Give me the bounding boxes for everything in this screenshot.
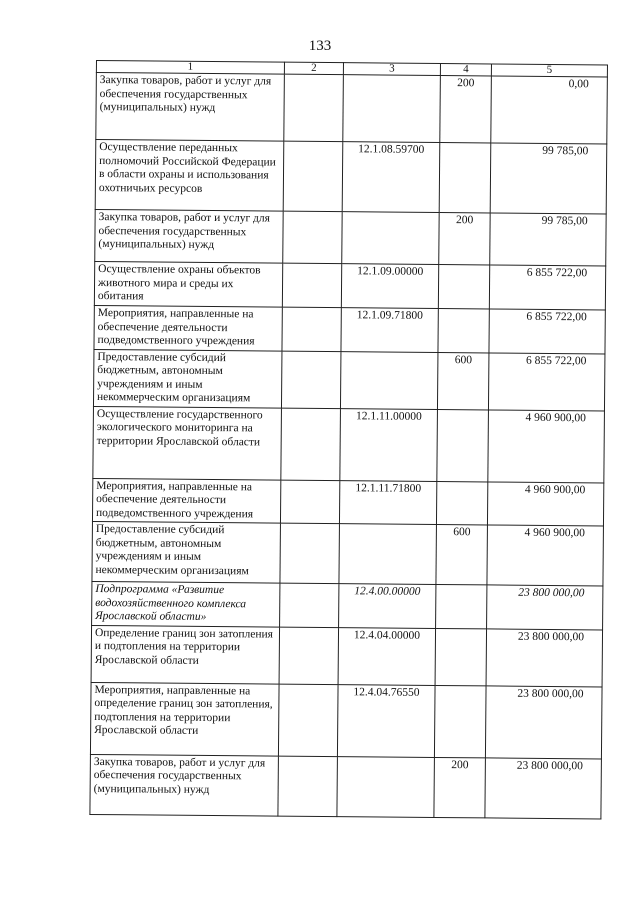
row-name: Мероприятия, направленные на обеспечение деятельности подведомственного учреждения xyxy=(92,478,280,523)
budget-table xyxy=(89,60,608,819)
row-amount: 4 960 900,00 xyxy=(487,481,603,526)
row-amount: 4 960 900,00 xyxy=(488,409,605,482)
row-type xyxy=(436,584,487,628)
header-col-4: 4 xyxy=(440,64,491,76)
table-row xyxy=(95,140,607,214)
row-code xyxy=(339,524,437,585)
row-name: Осуществление охраны объектов животного мира и среды их обитания xyxy=(94,261,282,307)
row-col2 xyxy=(279,627,338,685)
header-col-1: 1 xyxy=(96,61,284,75)
table-row xyxy=(96,73,608,144)
row-code xyxy=(340,351,437,409)
row-amount: 23 800 000,00 xyxy=(485,757,602,818)
row-col2 xyxy=(283,211,342,264)
row-type xyxy=(435,628,486,685)
row-amount: 23 800 000,00 xyxy=(485,685,602,758)
row-code: 12.1.08.59700 xyxy=(342,142,440,213)
row-type: 600 xyxy=(436,524,488,584)
table-row xyxy=(93,406,605,482)
table-row xyxy=(91,625,602,686)
row-code xyxy=(342,212,439,265)
row-name: Мероприятия, направленные на обеспечение деятельности подведомственного учреждения xyxy=(94,305,282,350)
table-row xyxy=(92,521,604,585)
row-name: Закупка товаров, работ и услуг для обеспечения государственных (муниципальных) нужд xyxy=(90,754,279,816)
row-code: 12.1.09.71800 xyxy=(341,308,438,352)
row-name: Предоставление субсидий бюджетным, автономным учреждениям и иным некоммерческим организациям xyxy=(92,521,281,583)
row-col2 xyxy=(282,263,341,308)
row-type xyxy=(436,481,487,525)
row-name: Определение границ зон затопления и подтопления на территории Ярославской области xyxy=(91,625,279,684)
row-name: Осуществление переданных полномочий Российской Федерации в области охраны и использования охотничьих ресурсов xyxy=(95,140,284,212)
row-amount: 99 785,00 xyxy=(490,213,606,266)
row-name: Предоставление субсидий бюджетным, автономным учреждениям и иным некоммерческим организациям xyxy=(93,349,281,408)
row-code: 12.4.00.00000 xyxy=(339,584,436,628)
row-col2 xyxy=(283,141,343,212)
row-type: 200 xyxy=(434,757,486,817)
row-type: 200 xyxy=(440,76,492,143)
row-amount: 99 785,00 xyxy=(490,143,607,214)
row-code xyxy=(343,75,441,143)
table-row xyxy=(95,209,606,265)
row-amount: 23 800 000,00 xyxy=(487,585,603,630)
row-name: Закупка товаров, работ и услуг для обеспечения государственных (муниципальных) нужд xyxy=(95,209,283,263)
row-name: Осуществление государственного экологического мониторинга на территории Ярославской области xyxy=(93,406,282,480)
row-code: 12.4.04.00000 xyxy=(338,627,435,685)
table-row xyxy=(93,349,604,410)
row-type xyxy=(437,409,489,481)
row-col2 xyxy=(278,684,338,757)
row-amount: 0,00 xyxy=(491,76,608,144)
row-col2 xyxy=(281,351,340,409)
row-col2 xyxy=(282,307,341,351)
row-col2 xyxy=(284,74,344,142)
row-type xyxy=(439,143,491,213)
header-col-2: 2 xyxy=(284,62,343,75)
row-code: 12.1.09.00000 xyxy=(341,264,438,309)
table-row xyxy=(90,754,602,818)
row-col2 xyxy=(278,756,338,817)
row-name: Мероприятия, направленные на определение границ зон затопления, подтопления на территории Ярославской области xyxy=(90,682,279,756)
row-type xyxy=(438,264,489,308)
row-name: Закупка товаров, работ и услуг для обеспечения государственных (муниципальных) нужд xyxy=(96,73,285,142)
row-type xyxy=(434,685,486,757)
table-body xyxy=(90,73,607,819)
row-code: 12.1.11.71800 xyxy=(339,480,436,524)
row-code: 12.4.04.76550 xyxy=(337,684,435,757)
row-amount: 6 855 722,00 xyxy=(489,309,605,354)
header-col-5: 5 xyxy=(491,64,607,77)
page-number: 133 xyxy=(308,38,332,54)
table-row xyxy=(94,261,605,309)
header-col-3: 3 xyxy=(343,63,440,76)
row-type: 200 xyxy=(439,213,490,265)
row-name: Подпрограмма «Развитие водохозяйственного комплекса Ярославской области» xyxy=(92,581,280,626)
row-code: 12.1.11.00000 xyxy=(340,408,438,481)
row-amount: 6 855 722,00 xyxy=(488,352,604,410)
row-amount: 23 800 000,00 xyxy=(486,628,602,686)
row-col2 xyxy=(280,523,340,584)
row-type xyxy=(438,308,489,352)
table-row xyxy=(92,581,603,629)
row-amount: 4 960 900,00 xyxy=(487,525,604,586)
row-col2 xyxy=(281,408,341,481)
row-type: 600 xyxy=(437,352,488,409)
row-amount: 6 855 722,00 xyxy=(489,265,605,310)
table-row xyxy=(94,305,605,353)
row-col2 xyxy=(280,480,339,524)
table-row xyxy=(90,682,602,758)
table-row xyxy=(92,478,603,526)
row-col2 xyxy=(280,583,339,627)
row-code xyxy=(337,756,435,817)
